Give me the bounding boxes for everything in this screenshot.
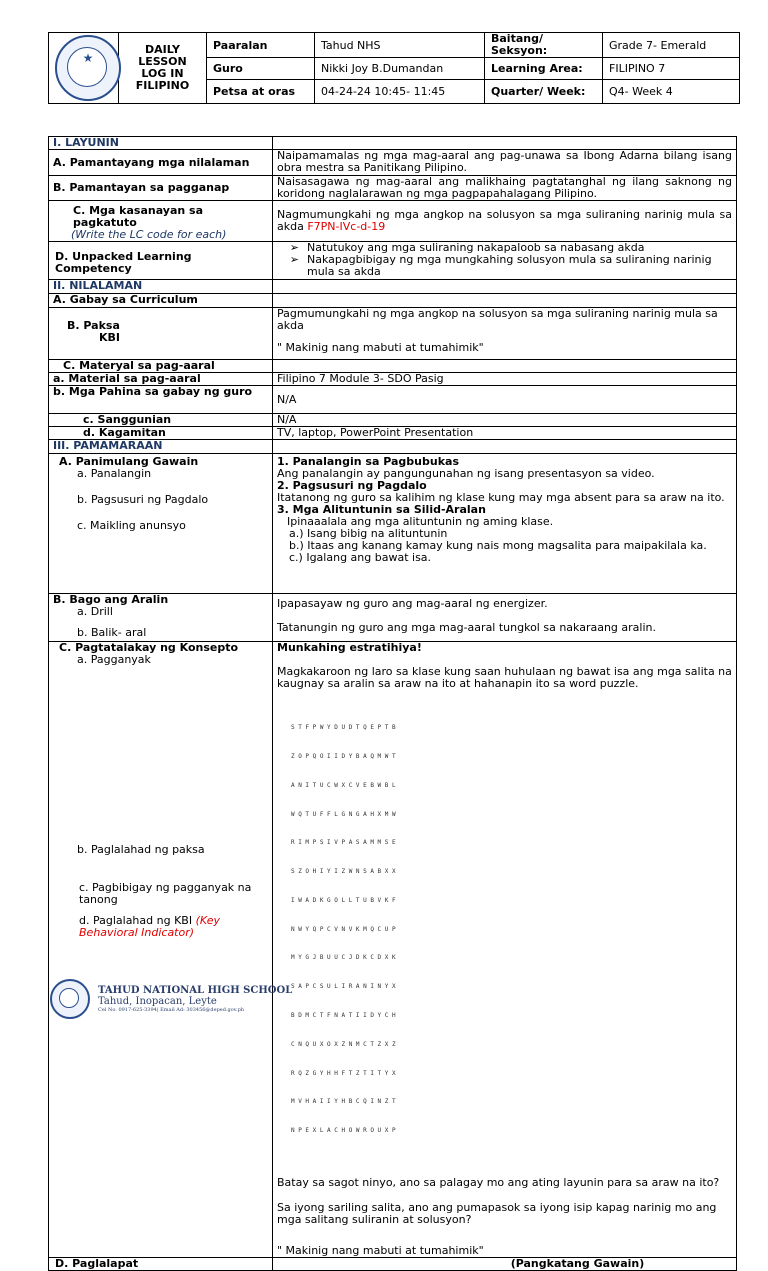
bago-ang-aralin-details: Ipapasayaw ng guro ang mag-aaral ng energizer. Tatanungin ng guro ang mga mag-aaral tungkol sa nakaraang aralin. — [273, 594, 737, 642]
materyal-label: C. Materyal sa pag-aaral — [49, 360, 273, 373]
puzzle-row: ZOPQOIIDYBAQMWT — [291, 752, 400, 760]
bago-ang-aralin-label: B. Bago ang Aralin a. Drill b. Balik- aral — [49, 594, 273, 642]
pagtatalakay-label: C. Pagtatalakay ng Konsepto a. Pagganyak b. Paglalahad ng paksa c. Pagbibigay ng pagganyak na tanong d. Paglalahad ng KBI (Key Behavioral Indicator) — [49, 642, 273, 1258]
school-footer — [50, 979, 292, 1019]
baitang-value: Grade 7- Emerald — [603, 33, 740, 58]
paaralan-label: Paaralan — [207, 33, 315, 58]
school-seal — [49, 33, 119, 104]
footer-address: Tahud, Inopacan, Leyte — [98, 995, 217, 1007]
footer-contact: Cel No. 0917-625-3394| Email Ad: 303456@deped.gov.ph — [98, 1006, 244, 1013]
pamamaraan-heading: III. PAMAMARAAN — [49, 440, 273, 454]
baitang-label: Baitang/ Seksyon: — [485, 33, 603, 58]
footer-seal-icon — [50, 979, 90, 1019]
word-puzzle — [291, 704, 732, 1155]
panimulang-gawain-label: A. Panimulang Gawain a. Panalangin b. Pagsusuri ng Pagdalo c. Maikling anunsyo — [49, 454, 273, 594]
puzzle-row: IWADKGOLLTUBVKF — [291, 896, 400, 904]
puzzle-row: RIMPSIVPASAMMSE — [291, 839, 400, 847]
sanggunian-value: N/A — [273, 414, 737, 427]
puzzle-row: WQTUFFLGNGAHXMW — [291, 810, 400, 818]
kasanayan-label: C. Mga kasanayan sa pagkatuto (Write the LC code for each) — [49, 201, 273, 242]
pamantayan-pagganap-value: Naisasagawa ng mag-aaral ang malikhaing pagtatanghal ng ilang saknong ng koridong naglalarawan ng mga pagpapahalagang Pilipino. — [273, 176, 737, 201]
puzzle-row: SZOHIYIZWNSABXX — [291, 868, 400, 876]
seal-star-icon: ★ — [82, 51, 94, 65]
puzzle-row: NPEXLACHOWROUXP — [291, 1127, 400, 1135]
paksa-value: Pagmumungkahi ng mga angkop na solusyon sa mga suliraning narinig mula sa akda " Makinig nang mabuti at tumahimik" — [273, 308, 737, 360]
pamantayang-nilalaman-value: Naipamamalas ng mga mag-aaral ang pag-unawa sa Ibong Adarna bilang isang obra mestra sa Panitikang Pilipino. — [273, 150, 737, 176]
quarter-value: Q4- Week 4 — [603, 80, 740, 104]
layunin-heading: I. LAYUNIN — [49, 137, 273, 150]
quarter-label: Quarter/ Week: — [485, 80, 603, 104]
kagamitan-label: d. Kagamitan — [49, 427, 273, 440]
paglalapat-label: D. Paglalapat — [49, 1257, 273, 1270]
puzzle-row: MYGJBUUCJDKCDXK — [291, 954, 400, 962]
sanggunian-label: c. Sanggunian — [49, 414, 273, 427]
lc-code: F7PN-IVc-d-19 — [307, 220, 386, 233]
pamantayang-nilalaman-label: A. Pamantayang mga nilalaman — [49, 150, 273, 176]
petsa-label: Petsa at oras — [207, 80, 315, 104]
puzzle-row: CNQUXOXZNMCTZXZ — [291, 1040, 400, 1048]
puzzle-row: SAPCSULIRANINYX — [291, 983, 400, 991]
panimulang-gawain-details: 1. Panalangin sa Pagbubukas Ang panalangin ay pangungunahan ng isang presentasyon sa video. 2. Pagsusuri ng Pagdalo Itatanong ng guro sa kalihim ng klase kung may mga absent para sa araw na ito. 3. Mga Alituntunin sa Silid-Aralan Ipinaaalala ang mga alituntunin ng aming klase. a.) Isang bibig na alituntunin b.) Itaas ang kanang kamay kung nais mong magsalita para maipakilala ka. c.) Igalang ang bawat isa. — [273, 454, 737, 594]
header-table — [48, 32, 740, 104]
puzzle-row: ANITUCWXCVEBWBL — [291, 781, 400, 789]
paksa-label: B. Paksa KBI — [49, 308, 273, 360]
unpacked-competency-list — [273, 242, 737, 280]
nilalaman-heading: II. NILALAMAN — [49, 280, 273, 294]
guro-label: Guro — [207, 58, 315, 80]
material-pag-aaral-label: a. Material sa pag-aaral — [49, 373, 273, 386]
puzzle-row: NWYQPCVNVKMQCUP — [291, 925, 400, 933]
mga-pahina-label: b. Mga Pahina sa gabay ng guro — [49, 386, 273, 414]
kbi-note: (Key Behavioral Indicator) — [79, 914, 220, 939]
pamantayan-pagganap-label: B. Pamantayan sa pagganap — [49, 176, 273, 201]
paaralan-value: Tahud NHS — [315, 33, 485, 58]
puzzle-row: MVHAIIYHBCQINZT — [291, 1098, 400, 1106]
list-item: ➢ Natutukoy ang mga suliraning nakapaloob sa nabasang akda — [277, 242, 732, 254]
pagtatalakay-details: Munkahing estratihiya! Magkakaroon ng laro sa klase kung saan huhulaan ng bawat isa ang mga salita na kaugnay sa aralin sa araw na ito at hahanapin ito sa word puzzle. STFPWYDUDTQEPTB ZOPQOIIDYBAQMWT ANITUCWXCVEBWBL WQTUFFLGNGAHXMW RIMPSIVPASAMMSE SZOHIYIZWNSABXX IWADKGOLLTUBVKF NWYQPCVNVKMQCUP MYGJBUUCJDKCDXK SAPCSULIRANINYX BDMCTFNATIIDYCH CNQUXOXZNMCTZXZ RQZGYHHFTZTITYX MVHAIIYHBCQINZT NPEXLACHOWROUXP Batay sa sagot ninyo, ano sa palagay mo ang ating layunin para sa araw na ito? Sa iyong sariling salita, ano ang pumapasok sa iyong isip kapag narinig mo ang mga salitang suliranin at solusyon? " Makinig nang mabuti at tumahimik" — [273, 642, 737, 1258]
kasanayan-value: Nagmumungkahi ng mga angkop na solusyon sa mga suliraning narinig mula sa akda F7PN-IVc-d-19 — [273, 201, 737, 242]
list-item: ➢ Nakapagbibigay ng mga mungkahing solusyon mula sa suliraning narinig mula sa akda — [277, 254, 732, 278]
unpacked-competency-label: D. Unpacked Learning Competency — [49, 242, 273, 280]
material-pag-aaral-value: Filipino 7 Module 3- SDO Pasig — [273, 373, 737, 386]
guro-value: Nikki Joy B.Dumandan — [315, 58, 485, 80]
learning-area-label: Learning Area: — [485, 58, 603, 80]
petsa-value: 04-24-24 10:45- 11:45 — [315, 80, 485, 104]
footer-school-name: TAHUD NATIONAL HIGH SCHOOL — [98, 984, 293, 996]
arrow-bullet-icon: ➢ — [289, 253, 299, 266]
kagamitan-value: TV, laptop, PowerPoint Presentation — [273, 427, 737, 440]
lc-code-note: (Write the LC code for each) — [71, 228, 227, 241]
learning-area-value: FILIPINO 7 — [603, 58, 740, 80]
paksa-kbi: " Makinig nang mabuti at tumahimik" — [277, 341, 484, 354]
arrow-bullet-icon: ➢ — [289, 241, 299, 254]
puzzle-row: RQZGYHHFTZTITYX — [291, 1069, 400, 1077]
paglalapat-value: (Pangkatang Gawain) — [273, 1257, 737, 1270]
mga-pahina-value: N/A — [273, 386, 737, 414]
puzzle-row: STFPWYDUDTQEPTB — [291, 724, 400, 732]
lesson-log-title: DAILY LESSON LOG IN FILIPINO — [119, 33, 207, 104]
lesson-table — [48, 136, 737, 1271]
gabay-curriculum-label: A. Gabay sa Curriculum — [49, 294, 273, 308]
puzzle-row: BDMCTFNATIIDYCH — [291, 1012, 400, 1019]
